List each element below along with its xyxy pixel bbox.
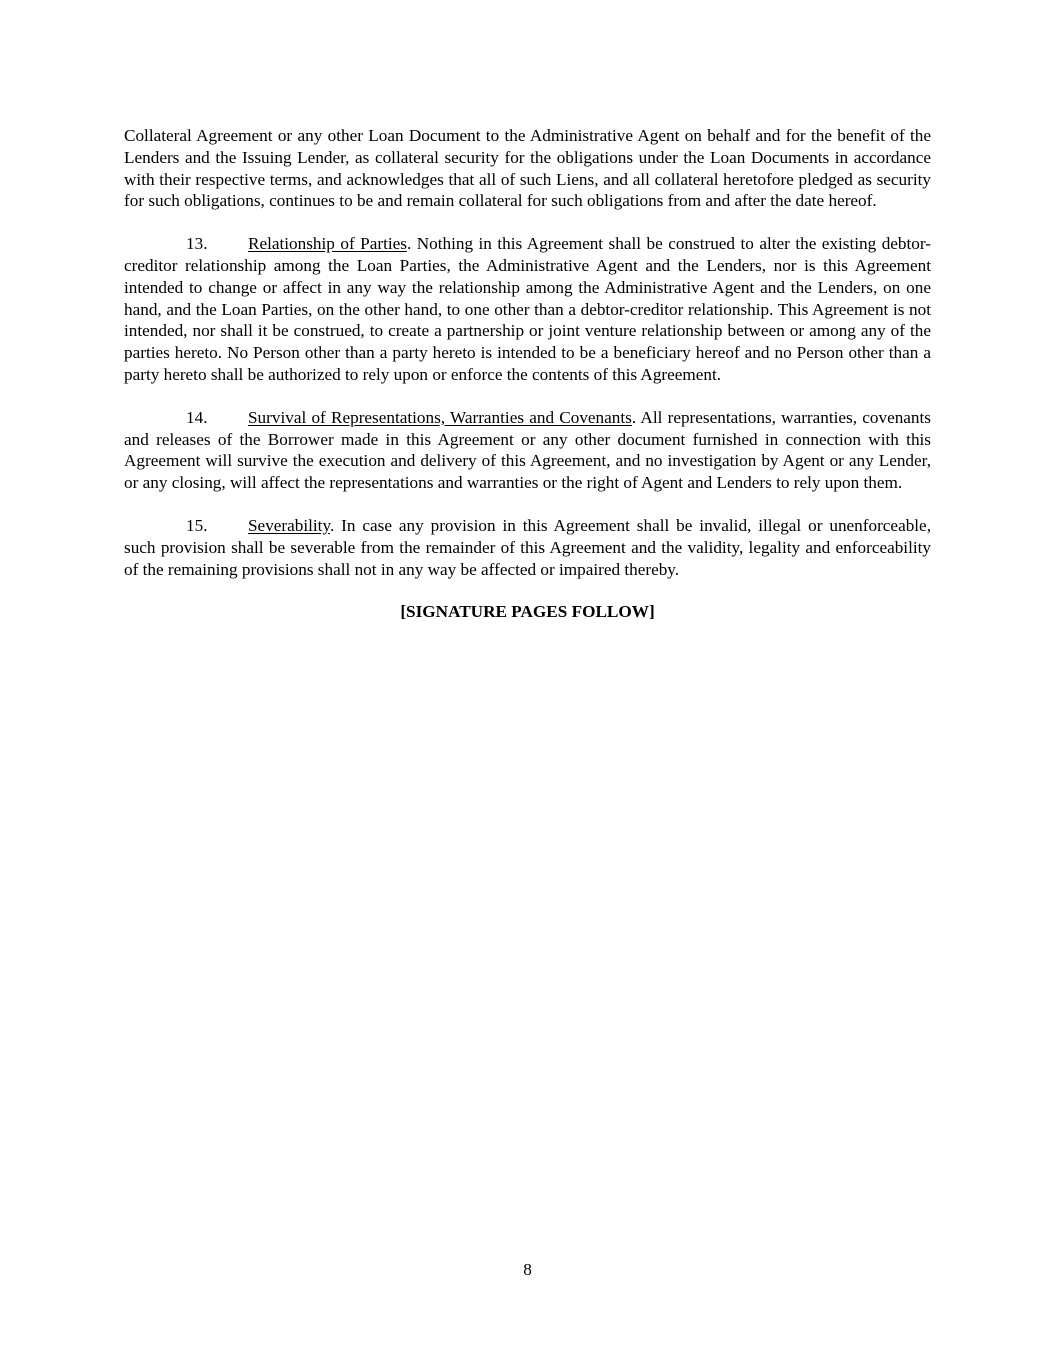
- section-13-text: . Nothing in this Agreement shall be construed to alter the existing debtor-creditor relationship among the Loan Parties, the Administrative Agent and the Lenders, nor is this Agreement intended to change or affect in any way the relationship among the Administrative Agent and the Lenders, on one hand, and the Loan Parties, on the other hand, to one other than a debtor-creditor relationship. This Agreement is not intended, nor shall it be construed, to create a partnership or joint venture relationship between or among any of the parties hereto. No Person other than a party hereto is intended to be a beneficiary hereof and no Person other than a party hereto shall be authorized to rely upon or enforce the contents of this Agreement.: [124, 234, 931, 384]
- signature-pages-follow-notice: [SIGNATURE PAGES FOLLOW]: [400, 602, 655, 622]
- page-number: 8: [523, 1260, 532, 1279]
- document-page: [124, 125, 931, 623]
- section-15-heading: Severability: [248, 515, 330, 535]
- section-13-heading: Relationship of Parties: [248, 234, 407, 254]
- section-14-heading: Survival of Representations, Warranties and Covenants: [248, 407, 632, 427]
- section-15-paragraph: [124, 515, 931, 580]
- section-13-number: 13.: [186, 234, 208, 254]
- section-15-text: . In case any provision in this Agreement shall be invalid, illegal or unenforceable, such provision shall be severable from the remainder of this Agreement and the validity, legality and enforceability of the remaining provisions shall not in any way be affected or impaired thereby.: [124, 515, 931, 579]
- section-14-text: . All representations, warranties, covenants and releases of the Borrower made in this Agreement or any other document furnished in connection with this Agreement will survive the execution and delivery of this Agreement, and no investigation by Agent or any Lender, or any closing, will affect the representations and warranties or the right of Agent and Lenders to rely upon them.: [124, 407, 931, 493]
- continuation-paragraph: [124, 125, 931, 212]
- section-15-number: 15.: [186, 515, 208, 535]
- section-13-paragraph: [124, 233, 931, 386]
- continuation-text: Collateral Agreement or any other Loan Document to the Administrative Agent on behalf and for the benefit of the Lenders and the Issuing Lender, as collateral security for the obligations under the Loan Documents in accordance with their respective terms, and acknowledges that all of such Liens, and all collateral heretofore pledged as security for such obligations, continues to be and remain collateral for such obligations from and after the date hereof.: [124, 126, 931, 211]
- section-14-number: 14.: [186, 407, 208, 427]
- section-14-paragraph: [124, 407, 931, 494]
